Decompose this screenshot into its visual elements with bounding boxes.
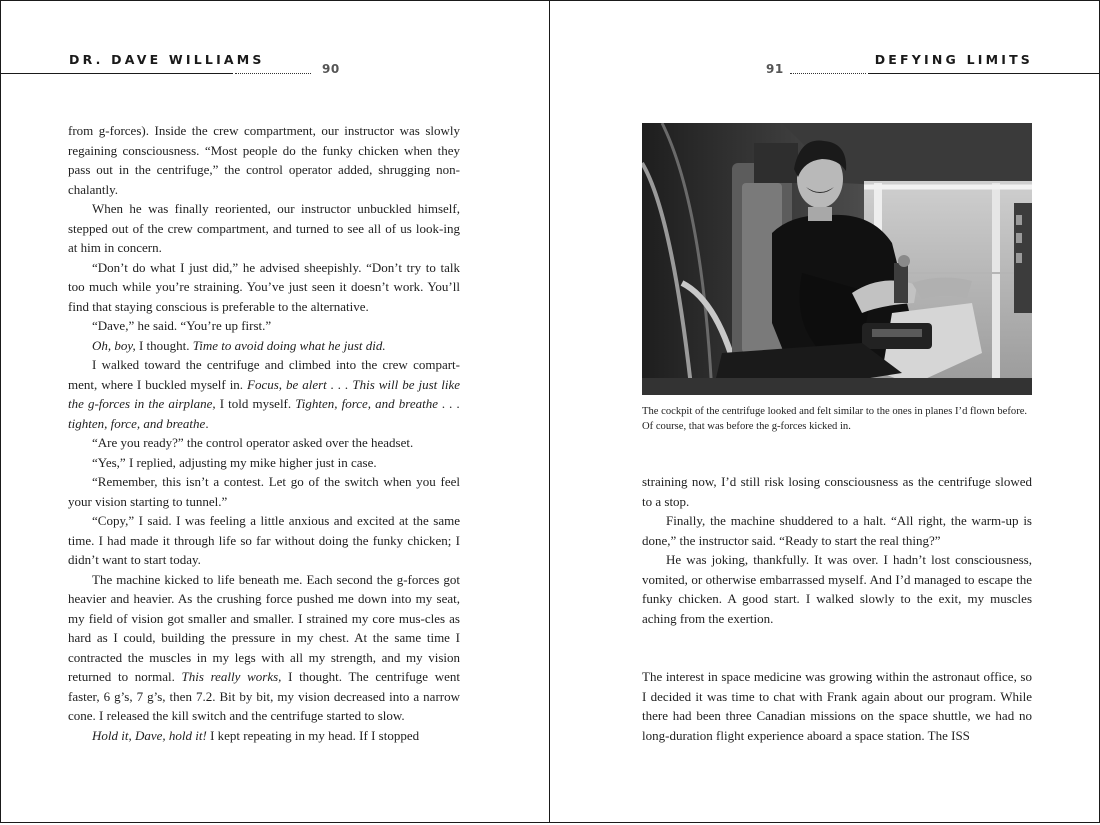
paragraph	[642, 667, 1032, 745]
text-run: straining now, I’d still risk losing consciousness as the centrifuge slowed to a stop.	[642, 474, 1032, 509]
paragraph	[68, 316, 460, 336]
text-run: When he was finally reoriented, our instructor unbuckled himself, stepped out of the crew compartment, and turned to see all of us look-ing at him in concern.	[68, 201, 460, 255]
text-run: from g-forces). Inside the crew compartment, our instructor was slowly regaining consciousness. “Most people do the funky chicken when they pass out in the centrifuge,” the control operator added, shrugging non-chalantly.	[68, 123, 460, 197]
body-text-upper	[642, 472, 1032, 628]
text-run: “Dave,” he said. “You’re up first.”	[92, 318, 272, 333]
text-run: Finally, the machine shuddered to a halt. “All right, the warm-up is done,” the instructor said. “Ready to start the real thing?”	[642, 513, 1032, 548]
text-run: “Remember, this isn’t a contest. Let go of the switch when you feel your vision starting to tunnel.”	[68, 474, 460, 509]
text-run: The interest in space medicine was growing within the astronaut office, so I decided it was time to chat with Frank again about our program. While there had been three Canadian missions on the space shuttle, we had no long-duration flight experience aboard a space station. The ISS	[642, 669, 1032, 743]
paragraph	[68, 258, 460, 317]
running-header-title: DEFYING LIMITS	[874, 52, 1033, 67]
page-number: 90	[322, 62, 340, 76]
paragraph	[642, 511, 1032, 550]
paragraph	[68, 199, 460, 258]
text-run: .	[205, 415, 209, 431]
paragraph	[68, 726, 460, 746]
right-page	[549, 0, 1100, 823]
paragraph	[68, 472, 460, 511]
photo-caption: The cockpit of the centrifuge looked and felt similar to the ones in planes I’d flown before. Of course, that was before the g-forces kicked in.	[642, 406, 1028, 432]
paragraph	[68, 453, 460, 473]
italic-text: Focus, be alert . . . This will be just like the g-forces in the airplane,	[68, 376, 460, 411]
header-rule	[868, 73, 1100, 74]
text-run: “Copy,” I said. I was feeling a little anxious and excited at the same time. I had made it through life so far without doing the funky chicken; I didn’t want to start today.	[68, 513, 460, 567]
italic-text: This really works,	[181, 669, 282, 684]
header-dotted-leader	[235, 67, 311, 74]
text-run: I told myself.	[215, 396, 296, 411]
text-run: I kept repeating in my head. If I stopped	[206, 727, 420, 743]
header-dotted-leader	[790, 67, 866, 74]
running-header-author: DR. DAVE WILLIAMS	[69, 52, 265, 67]
text-run: I thought. The centrifuge went faster, 6 g’s, 7 g’s, then 7.2. Bit by bit, my vision decreased into a narrow cone. I released the kill switch and the centrifuge started to slow.	[68, 669, 460, 723]
text-run: “Are you ready?” the control operator asked over the headset.	[92, 435, 414, 450]
text-run: I thought.	[135, 337, 193, 353]
text-run: I walked toward the centrifuge and climbed into the crew compart-ment, where I buckled myself in.	[68, 357, 460, 392]
paragraph	[68, 336, 460, 356]
centrifuge-cockpit-photo	[642, 123, 1032, 395]
text-run: He was joking, thankfully. It was over. I hadn’t lost consciousness, vomited, or otherwise embarrassed myself. And I’d managed to escape the funky chicken. A good start. I walked slowly to the exit, my muscles aching from the exertion.	[642, 552, 1032, 626]
text-run: “Yes,” I replied, adjusting my mike higher just in case.	[92, 454, 377, 470]
body-text	[68, 121, 460, 745]
paragraph	[68, 355, 460, 433]
paragraph	[68, 433, 460, 453]
paragraph	[68, 511, 460, 570]
left-page	[0, 0, 551, 823]
italic-text: Hold it, Dave, hold it!	[92, 727, 207, 743]
text-run: The machine kicked to life beneath me. Each second the g-forces got heavier and heavier. As the crushing force pushed me down into my seat, my field of vision got smaller and smaller. I strained my core mus-cles as hard as I could, building the pressure in my chest. At the same time I contracted the muscles in my legs with all my strength, and my vision returned to normal.	[68, 571, 460, 684]
italic-text: Oh, boy,	[92, 337, 136, 353]
paragraph	[68, 570, 460, 726]
body-text-lower	[642, 667, 1032, 745]
italic-text: Time to avoid doing what he just did.	[192, 337, 386, 353]
paragraph	[68, 121, 460, 199]
paragraph	[642, 550, 1032, 628]
page-number: 91	[766, 62, 784, 76]
header-rule	[1, 73, 233, 74]
paragraph	[642, 472, 1032, 511]
text-run: “Don’t do what I just did,” he advised sheepishly. “Don’t try to talk too much while you’re straining. You’ve just seen it doesn’t work. You’ll find that staying conscious is preferable to the alternative.	[68, 259, 460, 314]
italic-text: Tighten, force, and breathe . . . tighten, force, and breathe	[68, 396, 461, 431]
